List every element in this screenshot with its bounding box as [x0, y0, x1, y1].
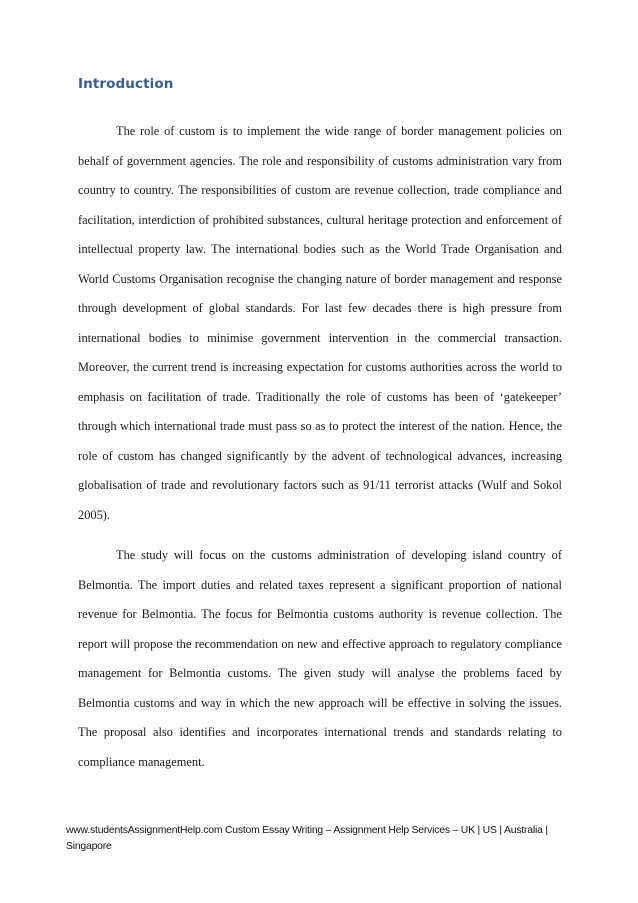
page-footer: www.studentsAssignmentHelp.com Custom Essay Writing – Assignment Help Services – UK | US | Australia | Singapore — [66, 825, 548, 852]
body-paragraph-2: The study will focus on the customs administration of developing island country of Belmontia. The import duties and related taxes represent a significant proportion of national revenue for Belmontia. The focus for Belmontia customs authority is revenue collection. The report will propose the recommendation on new and effective approach to regulatory compliance management for Belmontia customs. The given study will analyse the problems faced by Belmontia customs and way in which the new approach will be effective in solving the issues. The proposal also identifies and incorporates international trends and standards relating to compliance management. — [78, 548, 562, 769]
body-paragraph-1: The role of custom is to implement the wide range of border management policies on behalf of government agencies. The role and responsibility of customs administration vary from country to country. The responsibilities of custom are revenue collection, trade compliance and facilitation, interdiction of prohibited substances, cultural heritage protection and enforcement of intellectual property law. The international bodies such as the World Trade Organisation and World Customs Organisation recognise the changing nature of border management and response through development of global standards. For last few decades there is high pressure from international bodies to minimise government intervention in the commercial transaction. Moreover, the current trend is increasing expectation for customs authorities across the world to emphasis on facilitation of trade. Traditionally the role of customs has been of ‘gatekeeper’ through which international trade must pass so as to protect the interest of the nation. Hence, the role of custom has changed significantly by the advent of technological advances, increasing globalisation of trade and revolutionary factors such as 91/11 terrorist attacks (Wulf and Sokol 2005). — [78, 124, 562, 522]
section-heading: Introduction — [78, 76, 174, 92]
